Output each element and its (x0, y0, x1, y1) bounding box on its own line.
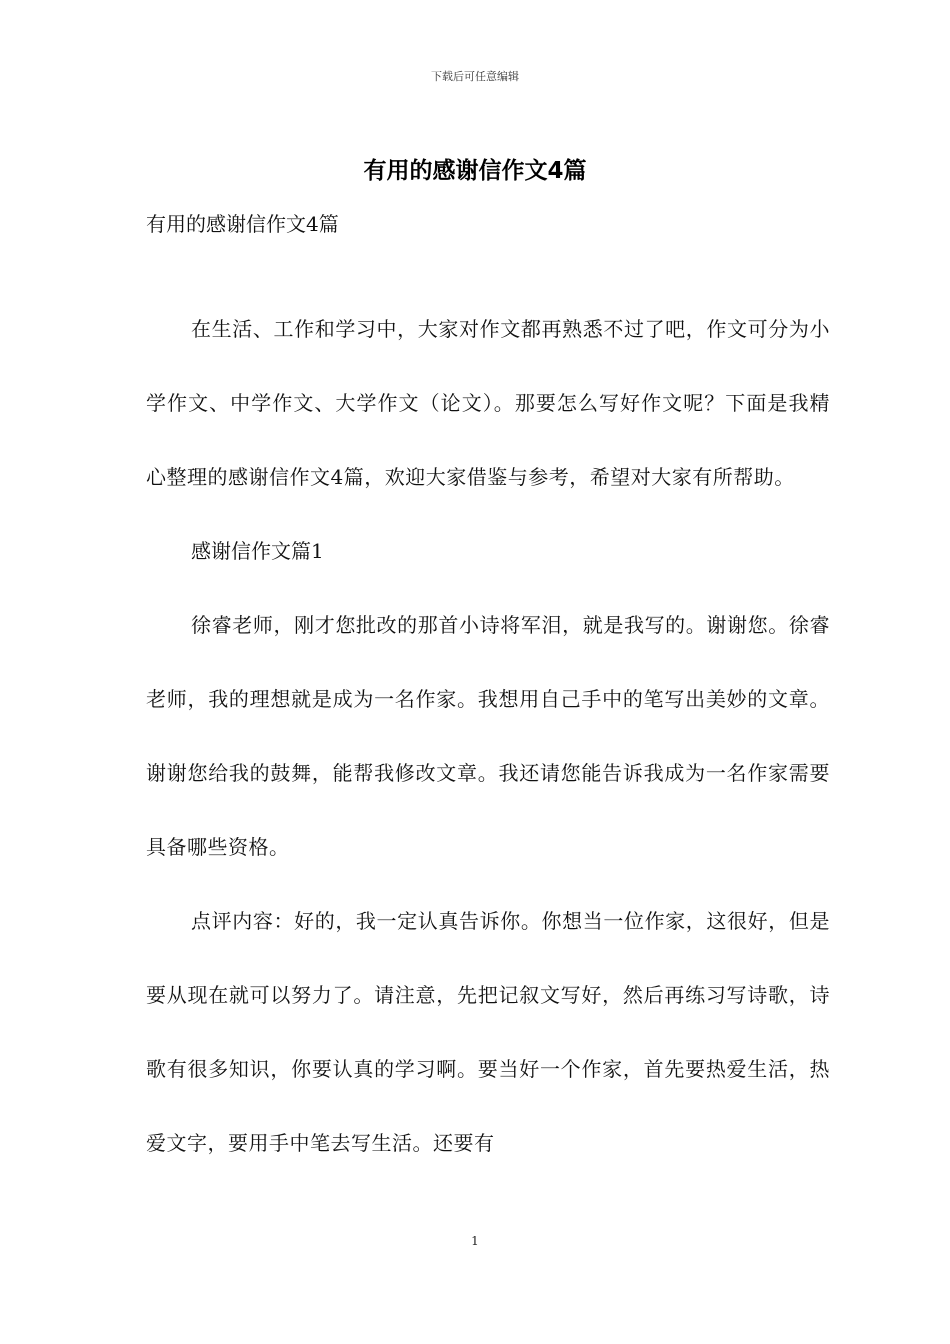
document-body (146, 208, 830, 1180)
page-number: 1 (471, 1234, 479, 1248)
intro-paragraph: 在生活、工作和学习中，大家对作文都再熟悉不过了吧，作文可分为小学作文、中学作文、大学作文（论文）。那要怎么写好作文呢？下面是我精心整理的感谢信作文4篇，欢迎大家借鉴与参考，希望对大家有所帮助。 (146, 317, 830, 489)
document-title: 有用的感谢信作文4篇 (363, 158, 587, 184)
document-subtitle: 有用的感谢信作文4篇 (146, 212, 339, 236)
section-heading: 感谢信作文篇1 (191, 539, 324, 563)
letter-paragraph: 徐睿老师，刚才您批改的那首小诗将军泪，就是我写的。谢谢您。徐睿老师，我的理想就是成为一名作家。我想用自己手中的笔写出美妙的文章。谢谢您给我的鼓舞，能帮我修改文章。我还请您能告诉我成为一名作家需要具备哪些资格。 (146, 613, 830, 859)
comment-paragraph: 点评内容：好的，我一定认真告诉你。你想当一位作家，这很好，但是要从现在就可以努力了。请注意，先把记叙文写好，然后再练习写诗歌，诗歌有很多知识，你要认真的学习啊。要当好一个作家，首先要热爱生活，热爱文字，要用手中笔去写生活。还要有 (146, 909, 830, 1155)
header-note: 下载后可任意编辑 (431, 70, 519, 83)
